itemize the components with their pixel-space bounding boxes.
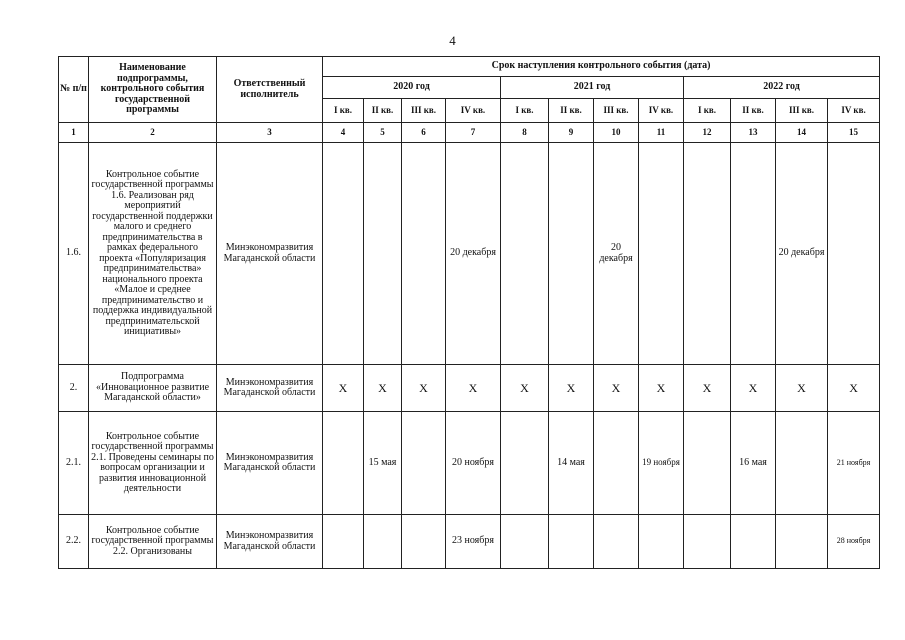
quarter-cell: [639, 143, 684, 365]
quarter-cell: [402, 143, 446, 365]
header-executor: Ответственный исполнитель: [217, 57, 323, 123]
row-executor: Минэкономразвития Магаданской области: [217, 143, 323, 365]
header-quarter: IV кв.: [639, 99, 684, 123]
quarter-cell: [364, 143, 402, 365]
quarter-cell: 14 мая: [549, 412, 594, 515]
quarter-cell: [684, 143, 731, 365]
quarter-cell: [776, 515, 828, 569]
row-name: Контрольное событие государственной программы 2.1. Проведены семинары по вопросам организации и развития инновационной деятельности: [89, 412, 217, 515]
quarter-cell: 23 ноября: [446, 515, 501, 569]
column-number: 10: [594, 123, 639, 143]
header-quarter: III кв.: [594, 99, 639, 123]
quarter-cell: Х: [323, 365, 364, 412]
header-year: 2020 год: [323, 77, 501, 99]
column-number: 12: [684, 123, 731, 143]
quarter-cell: 20 декабря: [776, 143, 828, 365]
header-quarter: I кв.: [684, 99, 731, 123]
quarter-cell: Х: [684, 365, 731, 412]
header-quarter: II кв.: [549, 99, 594, 123]
quarter-cell: [776, 412, 828, 515]
quarter-cell: [501, 515, 549, 569]
column-number: 7: [446, 123, 501, 143]
column-number: 5: [364, 123, 402, 143]
row-executor: Минэкономразвития Магаданской области: [217, 515, 323, 569]
quarter-cell: [684, 515, 731, 569]
quarter-cell: 15 мая: [364, 412, 402, 515]
header-quarter: I кв.: [323, 99, 364, 123]
quarter-cell: [323, 143, 364, 365]
quarter-cell: 20 декабря: [446, 143, 501, 365]
column-number: 9: [549, 123, 594, 143]
quarter-cell: 20 ноября: [446, 412, 501, 515]
quarter-cell: 28 ноября: [828, 515, 880, 569]
header-quarter: IV кв.: [828, 99, 880, 123]
quarter-cell: Х: [501, 365, 549, 412]
quarter-cell: Х: [364, 365, 402, 412]
row-number: 2.2.: [59, 515, 89, 569]
header-num: № п/п: [59, 57, 89, 123]
quarter-cell: [639, 515, 684, 569]
quarter-cell: [323, 412, 364, 515]
quarter-cell: Х: [402, 365, 446, 412]
column-number: 15: [828, 123, 880, 143]
quarter-cell: 20 декабря: [594, 143, 639, 365]
row-number: 2.1.: [59, 412, 89, 515]
column-number: 14: [776, 123, 828, 143]
header-quarter: II кв.: [731, 99, 776, 123]
quarter-cell: Х: [776, 365, 828, 412]
row-name: Подпрограмма «Инновационное развитие Магаданской области»: [89, 365, 217, 412]
header-quarter: II кв.: [364, 99, 402, 123]
quarter-cell: [549, 515, 594, 569]
quarter-cell: [731, 515, 776, 569]
table-row: [59, 365, 880, 412]
quarter-cell: [684, 412, 731, 515]
quarter-cell: [323, 515, 364, 569]
control-events-table: [58, 56, 880, 569]
quarter-cell: [501, 143, 549, 365]
quarter-cell: 16 мая: [731, 412, 776, 515]
quarter-cell: Х: [549, 365, 594, 412]
row-name: Контрольное событие государственной программы 2.2. Организованы: [89, 515, 217, 569]
row-executor: Минэкономразвития Магаданской области: [217, 365, 323, 412]
column-number: 1: [59, 123, 89, 143]
quarter-cell: 19 ноября: [639, 412, 684, 515]
column-number: 13: [731, 123, 776, 143]
quarter-cell: [402, 515, 446, 569]
quarter-cell: [364, 515, 402, 569]
header-quarter: I кв.: [501, 99, 549, 123]
table-row: [59, 515, 880, 569]
row-number: 1.6.: [59, 143, 89, 365]
quarter-cell: [501, 412, 549, 515]
row-executor: Минэкономразвития Магаданской области: [217, 412, 323, 515]
header-deadline: Срок наступления контрольного события (дата): [323, 57, 880, 77]
header-name: Наименование подпрограммы, контрольного события государственной программы: [89, 57, 217, 123]
header-quarter: IV кв.: [446, 99, 501, 123]
quarter-cell: [549, 143, 594, 365]
header-year: 2021 год: [501, 77, 684, 99]
table-row: [59, 143, 880, 365]
page-number: 4: [449, 33, 456, 48]
quarter-cell: Х: [828, 365, 880, 412]
header-quarter: III кв.: [776, 99, 828, 123]
quarter-cell: 21 ноября: [828, 412, 880, 515]
row-number: 2.: [59, 365, 89, 412]
column-number: 4: [323, 123, 364, 143]
column-number-row: [59, 123, 880, 143]
table-row: [59, 412, 880, 515]
header-year: 2022 год: [684, 77, 880, 99]
quarter-cell: [828, 143, 880, 365]
column-number: 6: [402, 123, 446, 143]
column-number: 2: [89, 123, 217, 143]
quarter-cell: Х: [731, 365, 776, 412]
quarter-cell: [402, 412, 446, 515]
quarter-cell: Х: [594, 365, 639, 412]
column-number: 11: [639, 123, 684, 143]
quarter-cell: [594, 515, 639, 569]
quarter-cell: Х: [446, 365, 501, 412]
quarter-cell: [731, 143, 776, 365]
row-name: Контрольное событие государственной программы 1.6. Реализован ряд мероприятий государственной поддержки малого и среднего предпринимательства в рамках федерального проекта «Популяризация предпринимательства» национального проекта «Малое и среднее предпринимательство и поддержка индивидуальной предпринимательской инициативы»: [89, 143, 217, 365]
quarter-cell: [594, 412, 639, 515]
column-number: 8: [501, 123, 549, 143]
quarter-cell: Х: [639, 365, 684, 412]
column-number: 3: [217, 123, 323, 143]
header-quarter: III кв.: [402, 99, 446, 123]
